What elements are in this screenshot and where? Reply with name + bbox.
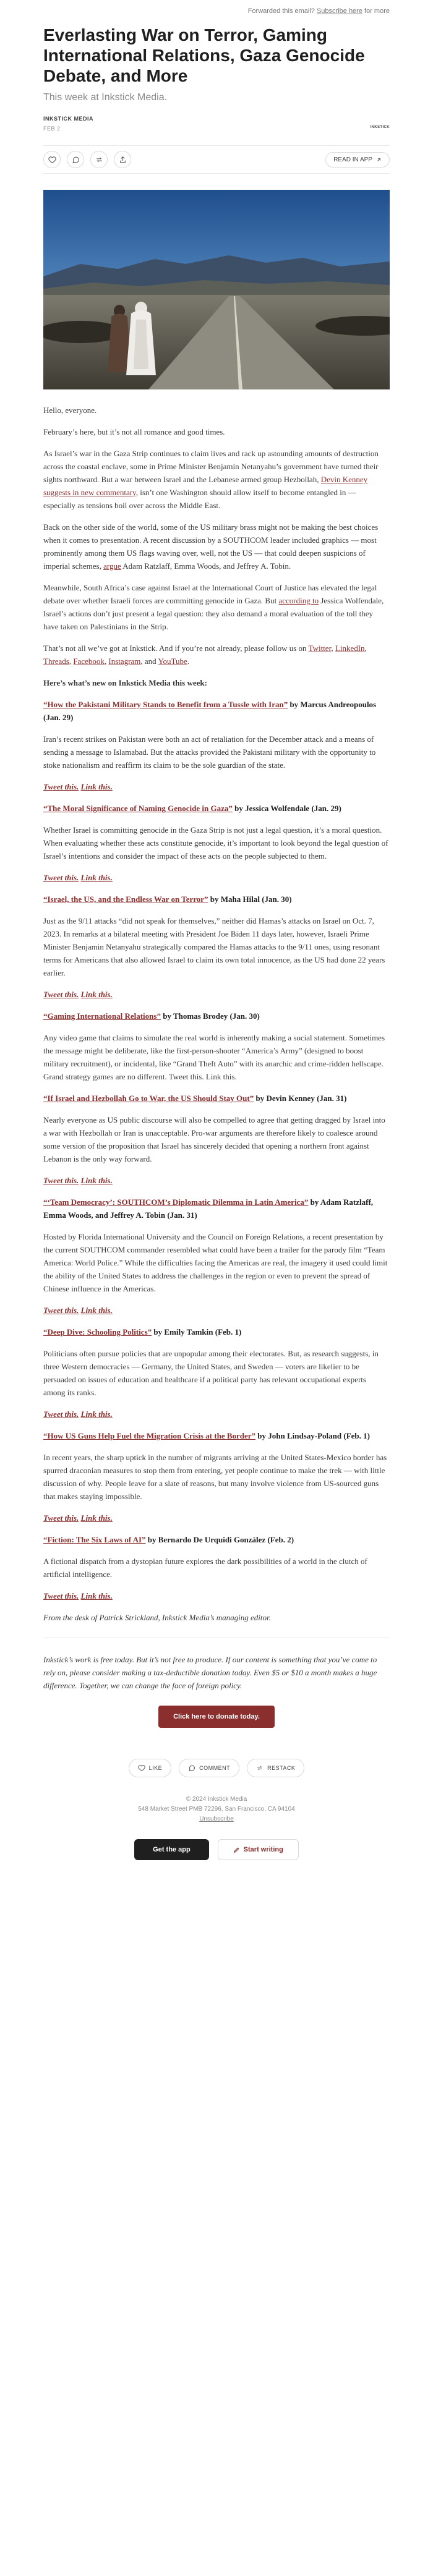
article-byline: by John Lindsay-Poland (Feb. 1) [255,1431,370,1440]
comment-icon [188,1764,195,1772]
tweet-this-link[interactable]: Tweet this. [43,873,79,882]
like-button[interactable] [43,151,61,168]
donate-button[interactable]: Click here to donate today. [158,1706,275,1728]
instagram-link[interactable]: Instagram [108,657,141,666]
post-meta [43,116,390,132]
intro-p3-part-2: Adam Ratzlaff, Emma Woods, and Jeffrey A. Tobin. [121,561,291,571]
intro-p2-part-1: As Israel’s war in the Gaza Strip continues to claim lives and rack up astounding amounts of destruction across the coastal enclave, some in Prime Minister Benjamin Netanyahu’s government have turned their sights northward. But a war between Israel and the Lebanese armed group Hezbollah, [43,449,379,484]
email-container [43,0,390,1860]
bottom-restack-button[interactable] [247,1759,304,1777]
intro-paragraph-2 [43,447,390,512]
intro-paragraph-1: February’s here, but it’s not all romance and good times. [43,427,225,436]
intro-paragraph-5: That’s not all we’ve got at Inkstick. And if you’re not already, please follow us on Twitter, LinkedIn, Threads, Facebook, Instagram, and YouTube. [43,644,367,666]
article-summary: Iran’s recent strikes on Pakistan were both an act of retaliation for the December attack and a means of sending a message to Islamabad. But the attacks provided the Pakistani military with the opportunity to stoke nationalism and reaffirm its claim to be the sole guardian of the state. [43,734,376,770]
link-this-link[interactable]: Link this. [80,873,113,882]
section-heading: Here’s what’s new on Inkstick Media this week: [43,678,207,687]
get-the-app-button[interactable]: Get the app [134,1839,209,1860]
mailing-address: 548 Market Street PMB 72296, San Francisco, CA 94104 [138,1806,295,1813]
article-title-line [43,1092,390,1105]
start-writing-label: Start writing [243,1846,283,1853]
share-icon [119,156,127,164]
bottom-comment-button[interactable] [179,1759,239,1777]
article-title-line [43,893,390,906]
facebook-link[interactable]: Facebook [73,657,105,666]
article-summary: A fictional dispatch from a dystopian future explores the dark possibilities of a world in the clutch of artificial intelligence. [43,1557,367,1579]
share-links [43,1408,390,1421]
article-item [43,1092,390,1187]
article-title-link[interactable]: “How US Guns Help Fuel the Migration Crisis at the Border” [43,1431,256,1440]
kenney-commentary-link[interactable]: Devin Kenney suggests in new commentary [43,475,368,497]
article-item [43,1010,390,1083]
article-item [43,1196,390,1317]
read-in-app-button[interactable] [325,152,390,168]
article-item [43,893,390,1001]
article-title-link[interactable]: “If Israel and Hezbollah Go to War, the US Should Stay Out” [43,1094,254,1103]
article-title-link[interactable]: “The Moral Significance of Naming Genocide in Gaza” [43,804,233,813]
article-title-line [43,1429,390,1442]
like-label: LIKE [148,1765,163,1771]
publication-badge: INKSTICK [370,125,390,129]
tweet-this-link[interactable]: Tweet this. [43,1176,79,1185]
article-title-link[interactable]: “Israel, the US, and the Endless War on Terror” [43,895,208,904]
forwarded-note [43,0,390,15]
tweet-this-link[interactable]: Tweet this. [43,990,79,999]
greeting: Hello, everyone. [43,406,97,415]
action-bar-left [43,151,131,168]
share-button[interactable] [114,151,131,168]
restack-label: RESTACK [267,1765,296,1771]
argue-link[interactable]: argue [103,561,121,571]
link-this-link[interactable]: Link this. [80,990,113,999]
youtube-link[interactable]: YouTube [158,657,187,666]
action-bar [43,145,390,174]
unsubscribe-link[interactable]: Unsubscribe [199,1816,234,1822]
heart-icon [48,156,56,164]
hero-illustration [43,190,390,389]
share-links [43,1589,390,1602]
forwarded-prefix: Forwarded this email? [247,7,315,15]
tweet-this-link[interactable]: Tweet this. [43,782,79,791]
bottom-action-bar [43,1759,390,1777]
article-byline: by Jessica Wolfendale (Jan. 29) [232,804,341,813]
share-links [43,871,390,884]
article-title-line [43,1196,390,1222]
link-this-link[interactable]: Link this. [80,1591,113,1600]
article-title-link[interactable]: “Gaming International Relations” [43,1011,161,1021]
share-links [43,988,390,1001]
article-title-line [43,1325,390,1338]
comment-button[interactable] [67,151,84,168]
publication-info [43,116,93,132]
share-links [43,1304,390,1317]
article-byline: by Adam Ratzlaff, Emma Woods, and Jeffrey A. Tobin (Jan. 31) [43,1197,374,1220]
intro-p4-part-1: Meanwhile, South Africa’s case against Israel at the International Court of Justice has elevated the legal debate over whether Israeli forces are committing genocide in Gaza. But [43,583,377,605]
footer [43,1795,390,1824]
restack-button[interactable] [90,151,108,168]
arrow-up-right-icon [376,157,382,163]
article-title-link[interactable]: “‘Team Democracy’: SOUTHCOM’s Diplomatic Dilemma in Latin America” [43,1197,309,1207]
comment-label: COMMENT [199,1765,231,1771]
tweet-this-link[interactable]: Tweet this. [43,1306,79,1315]
link-this-link[interactable]: Link this. [80,1306,113,1315]
signoff: From the desk of Patrick Strickland, Inkstick Media’s managing editor. [43,1613,271,1622]
intro-p3-part-1: Back on the other side of the world, some of the US military brass might not be making the best choices when it comes to presentation. A recent discussion by a SOUTHCOM leader included graphics — most prominently among them US flags waving over, well, not the US — that could deepen suspicions of imperial schemes, [43,522,379,571]
article-summary: In recent years, the sharp uptick in the number of migrants arriving at the United States-Mexico border has spurred draconian measures to stop them from entering, yet people continue to make the trek — with little discussion of why. People leave for a slate of reasons, but many involve violence from US-sourced guns that makes staying impossible. [43,1453,387,1501]
article-title-link[interactable]: “Deep Dive: Schooling Politics” [43,1327,152,1337]
article-byline: by Emily Tamkin (Feb. 1) [152,1327,242,1337]
article-item [43,1429,390,1524]
donate-wrap [43,1706,390,1728]
link-this-link[interactable]: Link this. [80,782,113,791]
link-this-link[interactable]: Link this. [80,1176,113,1185]
link-this-link[interactable]: Link this. [80,1513,113,1523]
threads-link[interactable]: Threads [43,657,69,666]
tweet-this-link[interactable]: Tweet this. [43,1591,79,1600]
copyright: © 2024 Inkstick Media [186,1796,247,1803]
read-in-app-label: READ IN APP [333,156,372,163]
twitter-link[interactable]: Twitter [308,644,332,653]
article-byline: by Thomas Brodey (Jan. 30) [160,1011,260,1021]
post-date: FEB 2 [43,125,61,132]
restack-icon [256,1764,264,1772]
intro-paragraph-4 [43,581,390,633]
heart-icon [138,1764,145,1772]
article-summary: Just as the 9/11 attacks “did not speak for themselves,” neither did Hamas’s attacks on Israel on Oct. 7, 2023. In remarks at a bilateral meeting with President Joe Biden 11 days later, however, Israeli Prime Minister Benjamin Netanyahu strategically compared the Hamas attacks to the 9/11 ones, using resonant terms for Americans that also allowed Israel to claim its own total innocence, as the US had done 22 years earlier. [43,916,385,977]
publication-name[interactable]: INKSTICK MEDIA [43,116,93,122]
linkedin-link[interactable]: LinkedIn [335,644,365,653]
footer-buttons [43,1839,390,1860]
article-title-line [43,802,390,815]
according-to-link[interactable]: according to [278,596,319,605]
article-byline: by Maha Hilal (Jan. 30) [208,895,292,904]
article-title-link[interactable]: “Fiction: The Six Laws of AI” [43,1535,146,1544]
intro-p4-part-2: Jessica Wolfendale, Israel’s actions don’t just present a legal question: they also demand a moral evaluation of the toll they have taken on Palestinians in the Strip. [43,596,384,631]
article-byline: by Devin Kenney (Jan. 31) [254,1094,347,1103]
share-links [43,1511,390,1524]
share-links [43,780,390,793]
tweet-this-link[interactable]: Tweet this. [43,1409,79,1419]
article-summary: Hosted by Florida International University and the Council on Foreign Relations, a recent presentation by the current SOUTHCOM commander resembled what could have been a trailer for the parody film “Team America: World Police.” While the difficulties facing the Americas are real, the imagery it used could limit the ability of the United States to address the challenges in the region or even to prevent the spread of Chinese influence in the Americas. [43,1232,388,1293]
article-byline: by Bernardo De Urquidi González (Feb. 2) [145,1535,294,1544]
article-item [43,1325,390,1421]
tweet-this-link[interactable]: Tweet this. [43,1513,79,1523]
comment-icon [72,156,80,164]
article-item [43,698,390,793]
newsletter-body [43,404,390,1624]
bottom-like-button[interactable] [129,1759,172,1777]
hero-image[interactable] [43,190,390,389]
article-summary: Whether Israel is committing genocide in the Gaza Strip is not just a legal question, it’s a moral question. When evaluating whether these acts constitute genocide, it’s important to look beyond the legal question of Israel’s intentions and consider the impact of these acts on the people subjected to them. [43,825,388,861]
article-item [43,802,390,884]
intro-paragraph-3 [43,521,390,572]
post-subtitle: This week at Inkstick Media. [43,92,168,103]
article-summary: Any video game that claims to simulate the real world is inherently making a social statement. Sometimes the message might be deliberate, like the first-person-shooter “America’s Army” (designed to boost military recruitment), or incidental, like “Grand Theft Auto” with its anarchic and crime-ridden hellscape. Grand strategy games are no different. Tweet this. Link this. [43,1033,385,1081]
support-appeal: Inkstick’s work is free today. But it’s not free to produce. If our content is something that you’ve come to rely on, please consider making a tax-deductible donation today. Even $5 or $10 a month makes a huge difference. Together, we can change the face of foreign policy. [43,1655,377,1690]
article-list [43,698,390,1602]
intro-p2-part-2: , isn’t one Washington should allow itself to become entangled in — especially as tensions boil over across the Middle East. [43,488,356,510]
article-item [43,1533,390,1602]
article-byline: by Marcus Andreopoulos (Jan. 29) [43,700,377,722]
post-title[interactable]: Everlasting War on Terror, Gaming International Relations, Gaza Genocide Debate, and More [43,25,365,85]
start-writing-button[interactable] [218,1839,299,1860]
article-title-line [43,1533,390,1546]
article-summary: Nearly everyone as US public discourse will also be compelled to agree that getting dragged by Israel into a war with Hezbollah or Iran is unacceptable. Pro-war arguments are therefore likely to coalesce around some version of the proposition that Israel has sincerely decided that opening a northern front against Lebanon is the only way forward. [43,1115,385,1163]
link-this-link[interactable]: Link this. [80,1409,113,1419]
share-links [43,1174,390,1187]
subscribe-link[interactable]: Subscribe here [316,7,362,15]
article-title-line [43,1010,390,1022]
forwarded-suffix: for more [364,7,390,15]
intro-p5-part-1: That’s not all we’ve got at Inkstick. And if you’re not already, please follow us on [43,644,309,653]
article-title-line [43,698,390,724]
article-title-link[interactable]: “How the Pakistani Military Stands to Benefit from a Tussle with Iran” [43,700,288,709]
restack-icon [95,156,103,164]
pen-icon [233,1847,240,1853]
article-summary: Politicians often pursue policies that are unpopular among their electorates. But, as research suggests, in three Western democracies — Germany, the United States, and Sweden — voters are likelier to be persuaded on issues of education and healthcare if a political party has relevant occupational experts among its ranks. [43,1349,379,1397]
